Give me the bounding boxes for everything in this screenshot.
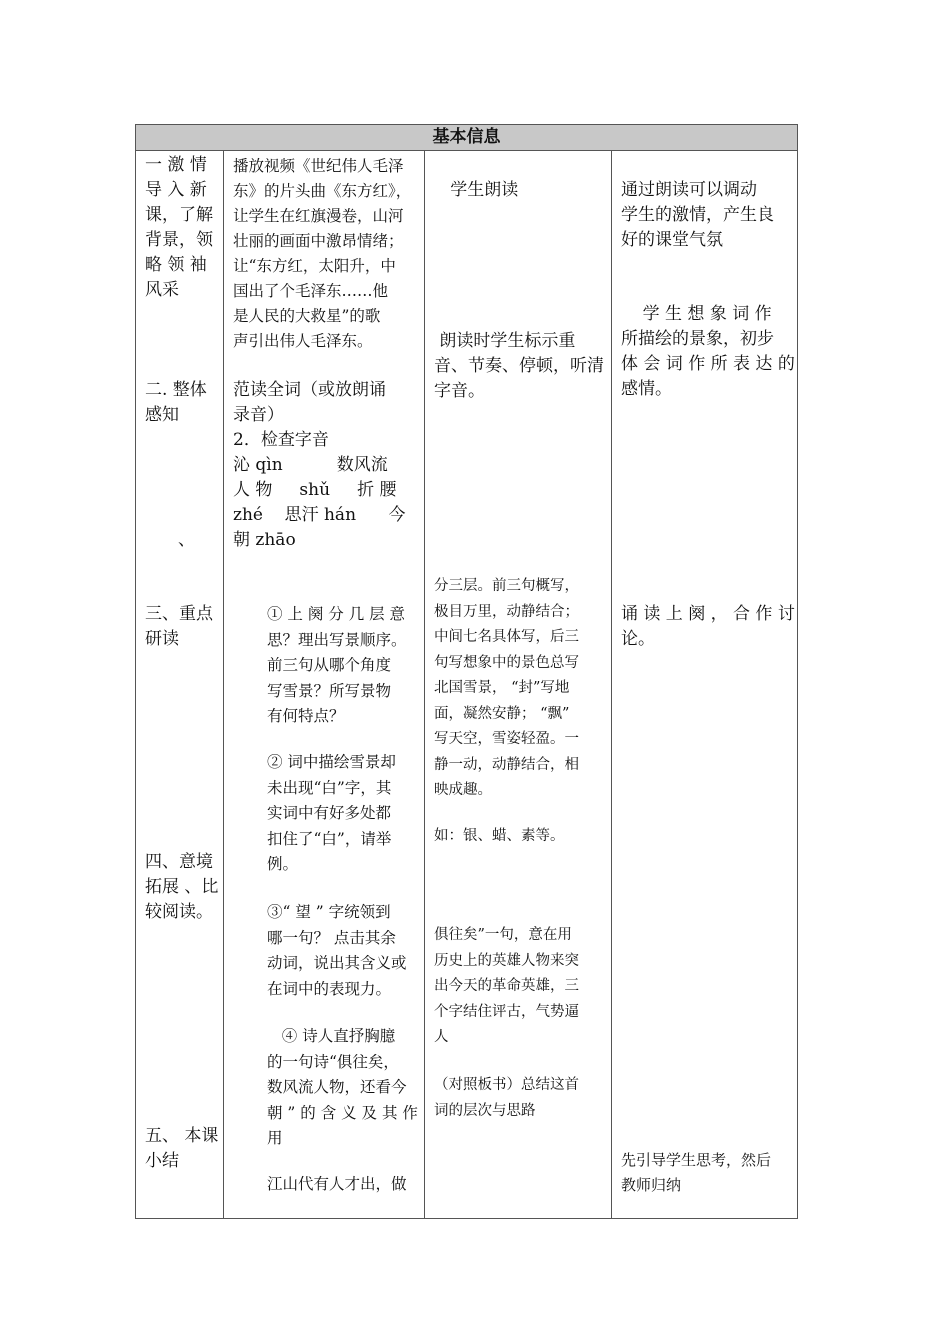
column-divider (611, 151, 612, 1218)
stage-5-label: 五、 本课 小结 (145, 1126, 219, 1171)
intent-2: 学 生 想 象 词 作 所描绘的景象，初步 体 会 词 作 所 表 达 的 感情。 (621, 304, 795, 399)
stage-1-label: 一 激 情 导 入 新 课，了解 背景，领 略 领 袖 风采 (145, 155, 213, 300)
intent-3: 诵 读 上 阕 ， 合 作 讨 论。 (621, 604, 795, 649)
answer-structure: 分三层。前三句概写， 极目万里，动静结合； 中间七名具体写，后三 句写想象中的景色总写 北国雪景， “封”写地 面，凝然安静； “飘” 写天空，雪姿轻盈。一 静一动，动静结合，相 映成趣。 (434, 578, 579, 798)
column-divider (223, 151, 224, 1218)
answer-examples: 如：银、蜡、素等。 (434, 828, 565, 844)
intent-4: 先引导学生思考，然后 教师归纳 (621, 1151, 772, 1194)
table-header: 基本信息 (136, 125, 797, 151)
stage-mark: 、 (178, 530, 195, 550)
reading-activity: 范读全词（或放朗诵 录音） 2．检查字音 (233, 380, 386, 450)
pinyin-list: 沁 qìn 数风流 人 物 shǔ 折 腰 zhé 思汗 hán 今 朝 zhāo (233, 455, 406, 550)
question-2: ② 词中描绘雪景却 未出现“白”字，其 实词中有好多处都 扣住了“白”，请举 例。 (267, 753, 396, 873)
answer-analysis: 俱往矣”一句，意在用 历史上的英雄人物来突 出今天的革命英雄，三 个字结住评古，气势逼 人 (434, 927, 579, 1045)
question-4: ④ 诗人直抒胸臆 的一句诗“俱往矣， 数风流人物，还看今 朝 ” 的 含 义 及 其 作 用 (267, 1027, 418, 1147)
stage-3-label: 三、重点 研读 (145, 604, 213, 649)
stage-2-label: 二. 整体 感知 (145, 380, 207, 425)
summary-text: 江山代有人才出，做 (267, 1175, 407, 1193)
student-reading: 学生朗读 (434, 180, 519, 200)
stage-4-label: 四、意境 拓展 、比 较阅读。 (145, 852, 219, 922)
lesson-plan-table (135, 124, 798, 1219)
reading-notes: 朗读时学生标示重 音、节奏、停顿，听清 字音。 (434, 331, 604, 401)
intent-1: 通过朗读可以调动 学生的激情，产生良 好的课堂气氛 (621, 180, 774, 250)
intro-activity: 播放视频《世纪伟人毛泽 东》的片头曲《东方红》， 让学生在红旗漫卷，山河 壮丽的画面中激昂情绪； 让“东方红，太阳升，中 国出了个毛泽东……他 是人民的大救星”的歌 声引出伟人毛泽东。 (233, 157, 412, 350)
question-1: ① 上 阕 分 几 层 意 思？理出写景顺序。 前三句从哪个角度 写雪景？所写景物 有何特点？ (267, 605, 407, 725)
question-3: ③“ 望 ” 字统领到 哪一句？ 点击其余 动词，说出其含义或 在词中的表现力。 (267, 903, 407, 998)
column-divider (424, 151, 425, 1218)
answer-summary: （对照板书）总结这首 词的层次与思路 (434, 1077, 579, 1119)
